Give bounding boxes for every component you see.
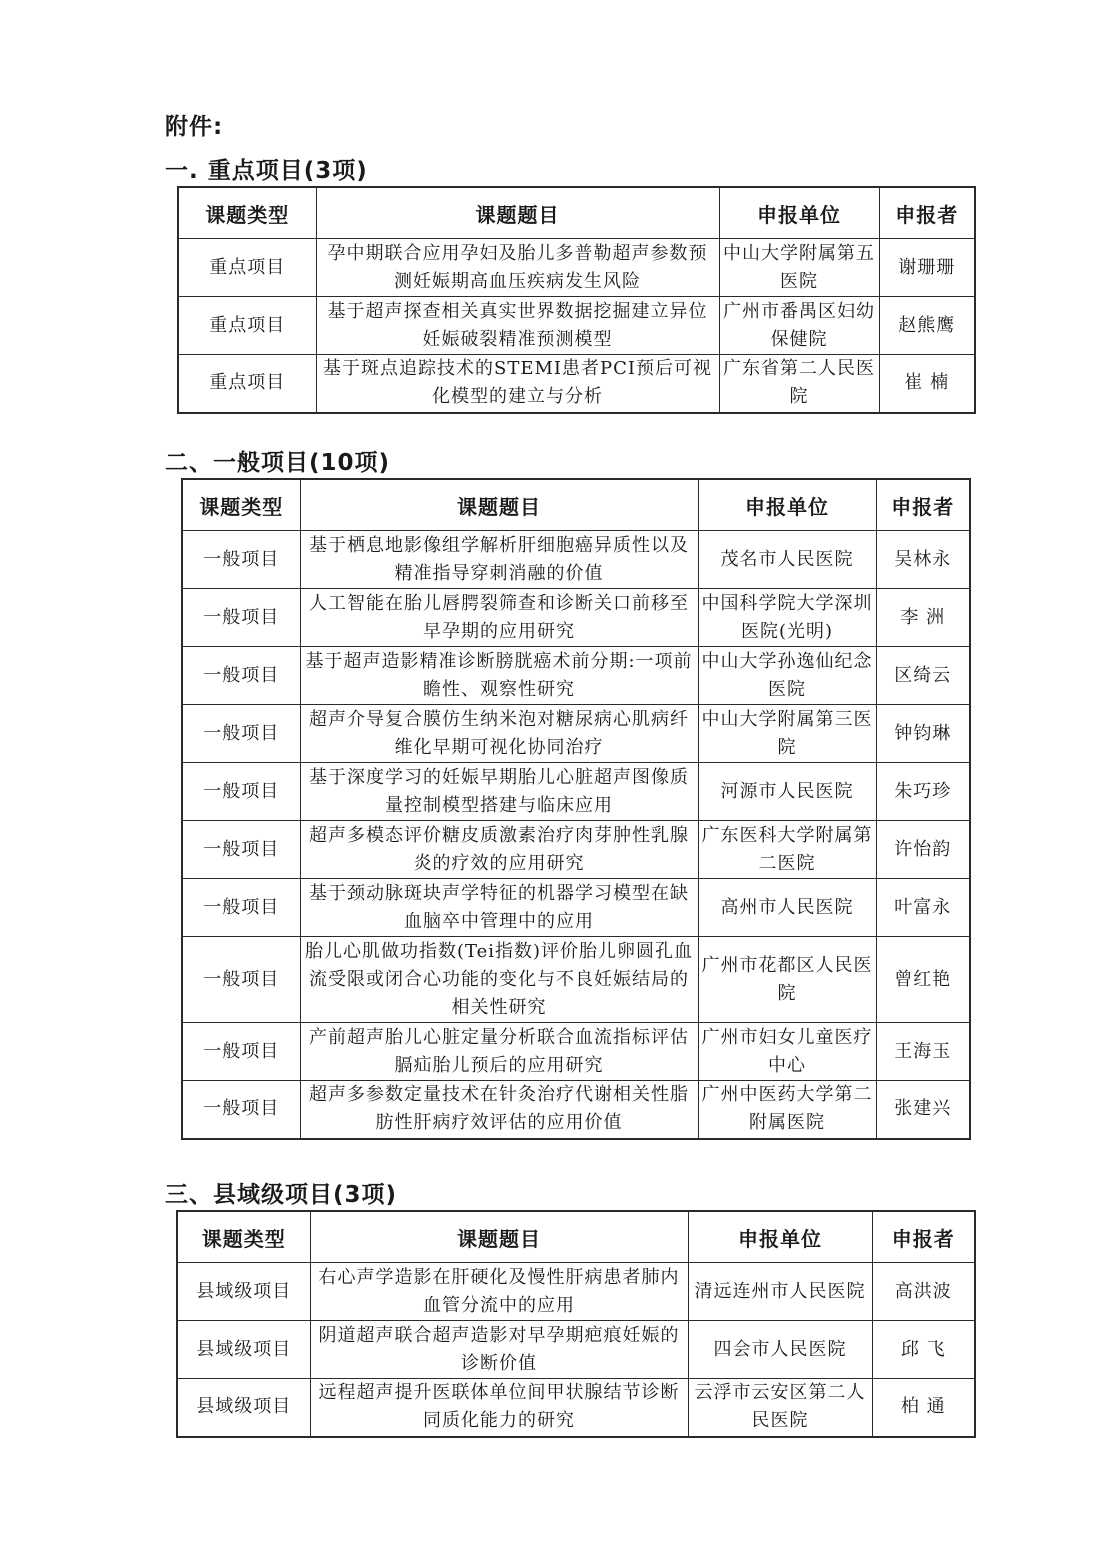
attachment-label: 附件: [165,114,224,140]
cell-title: 超声多参数定量技术在针灸治疗代谢相关性脂肪性肝病疗效评估的应用价值 [300,1081,698,1139]
cell-applicant: 崔 楠 [879,355,975,413]
cell-type: 重点项目 [178,239,316,297]
cell-applicant: 叶富永 [876,879,970,937]
cell-title: 人工智能在胎儿唇腭裂筛查和诊断关口前移至早孕期的应用研究 [300,589,698,647]
county-projects-table [176,1210,976,1438]
cell-type: 县域级项目 [177,1263,310,1321]
cell-unit: 广州市花都区人民医院 [698,937,876,1023]
cell-unit: 茂名市人民医院 [698,531,876,589]
cell-unit: 广州市番禺区妇幼保健院 [719,297,879,355]
cell-applicant: 邱 飞 [872,1321,975,1379]
cell-applicant: 赵熊鹰 [879,297,975,355]
table-row [182,1081,970,1139]
table-row [182,937,970,1023]
cell-title: 超声多模态评价糖皮质激素治疗肉芽肿性乳腺炎的疗效的应用研究 [300,821,698,879]
cell-unit: 广州市妇女儿童医疗中心 [698,1023,876,1081]
header-type: 课题类型 [178,187,316,239]
section-heading-general-projects: 二、一般项目(10项) [165,450,391,476]
cell-unit: 中山大学孙逸仙纪念医院 [698,647,876,705]
header-applicant: 申报者 [872,1211,975,1263]
table-row [182,705,970,763]
cell-unit: 中山大学附属第五医院 [719,239,879,297]
cell-type: 一般项目 [182,589,300,647]
cell-title: 产前超声胎儿心脏定量分析联合血流指标评估膈疝胎儿预后的应用研究 [300,1023,698,1081]
section-heading-key-projects: 一. 重点项目(3项) [165,158,368,184]
table-row [182,821,970,879]
cell-type: 一般项目 [182,647,300,705]
cell-unit: 高州市人民医院 [698,879,876,937]
cell-type: 县域级项目 [177,1321,310,1379]
cell-applicant: 钟钧琳 [876,705,970,763]
cell-type: 一般项目 [182,821,300,879]
header-applicant: 申报者 [876,479,970,531]
header-unit: 申报单位 [719,187,879,239]
cell-title: 基于颈动脉斑块声学特征的机器学习模型在缺血脑卒中管理中的应用 [300,879,698,937]
cell-applicant: 区绮云 [876,647,970,705]
table-row [177,1379,975,1437]
header-unit: 申报单位 [688,1211,872,1263]
cell-unit: 中国科学院大学深圳医院(光明) [698,589,876,647]
cell-applicant: 李 洲 [876,589,970,647]
cell-title: 超声介导复合膜仿生纳米泡对糖尿病心肌病纤维化早期可视化协同治疗 [300,705,698,763]
cell-unit: 四会市人民医院 [688,1321,872,1379]
cell-type: 一般项目 [182,1023,300,1081]
cell-type: 重点项目 [178,297,316,355]
table-row [182,531,970,589]
cell-type: 一般项目 [182,705,300,763]
cell-type: 一般项目 [182,763,300,821]
table-row [182,1023,970,1081]
cell-title: 孕中期联合应用孕妇及胎儿多普勒超声参数预测妊娠期高血压疾病发生风险 [316,239,719,297]
cell-unit: 云浮市云安区第二人民医院 [688,1379,872,1437]
cell-type: 一般项目 [182,531,300,589]
cell-applicant: 王海玉 [876,1023,970,1081]
cell-unit: 清远连州市人民医院 [688,1263,872,1321]
header-unit: 申报单位 [698,479,876,531]
general-projects-table [181,478,971,1140]
cell-applicant: 张建兴 [876,1081,970,1139]
cell-type: 一般项目 [182,1081,300,1139]
header-type: 课题类型 [182,479,300,531]
table-row [178,355,975,413]
key-projects-table [177,186,976,414]
header-title: 课题题目 [310,1211,688,1263]
cell-title: 基于超声探查相关真实世界数据挖掘建立异位妊娠破裂精准预测模型 [316,297,719,355]
table-header-row [182,479,970,531]
table-row [182,763,970,821]
cell-title: 基于深度学习的妊娠早期胎儿心脏超声图像质量控制模型搭建与临床应用 [300,763,698,821]
cell-title: 基于栖息地影像组学解析肝细胞癌异质性以及精准指导穿刺消融的价值 [300,531,698,589]
table-row [177,1263,975,1321]
cell-applicant: 谢珊珊 [879,239,975,297]
table-row [182,879,970,937]
cell-type: 县域级项目 [177,1379,310,1437]
cell-title: 远程超声提升医联体单位间甲状腺结节诊断同质化能力的研究 [310,1379,688,1437]
cell-title: 胎儿心肌做功指数(Tei指数)评价胎儿卵圆孔血流受限或闭合心功能的变化与不良妊娠结局的相关性研究 [300,937,698,1023]
table-row [178,239,975,297]
header-title: 课题题目 [316,187,719,239]
table-row [177,1321,975,1379]
table-header-row [178,187,975,239]
cell-type: 重点项目 [178,355,316,413]
header-title: 课题题目 [300,479,698,531]
cell-applicant: 朱巧珍 [876,763,970,821]
cell-type: 一般项目 [182,879,300,937]
cell-applicant: 吴林永 [876,531,970,589]
cell-unit: 河源市人民医院 [698,763,876,821]
section-heading-county-projects: 三、县域级项目(3项) [165,1182,398,1208]
cell-applicant: 曾红艳 [876,937,970,1023]
header-applicant: 申报者 [879,187,975,239]
cell-applicant: 柏 通 [872,1379,975,1437]
table-row [178,297,975,355]
cell-title: 基于超声造影精准诊断膀胱癌术前分期:一项前瞻性、观察性研究 [300,647,698,705]
cell-unit: 广州中医药大学第二附属医院 [698,1081,876,1139]
table-row [182,589,970,647]
cell-title: 基于斑点追踪技术的STEMI患者PCI预后可视化模型的建立与分析 [316,355,719,413]
table-header-row [177,1211,975,1263]
cell-applicant: 许怡韵 [876,821,970,879]
cell-title: 阴道超声联合超声造影对早孕期疤痕妊娠的诊断价值 [310,1321,688,1379]
cell-applicant: 高洪波 [872,1263,975,1321]
cell-unit: 广东医科大学附属第二医院 [698,821,876,879]
header-type: 课题类型 [177,1211,310,1263]
cell-unit: 广东省第二人民医院 [719,355,879,413]
cell-type: 一般项目 [182,937,300,1023]
table-row [182,647,970,705]
cell-title: 右心声学造影在肝硬化及慢性肝病患者肺内血管分流中的应用 [310,1263,688,1321]
cell-unit: 中山大学附属第三医院 [698,705,876,763]
